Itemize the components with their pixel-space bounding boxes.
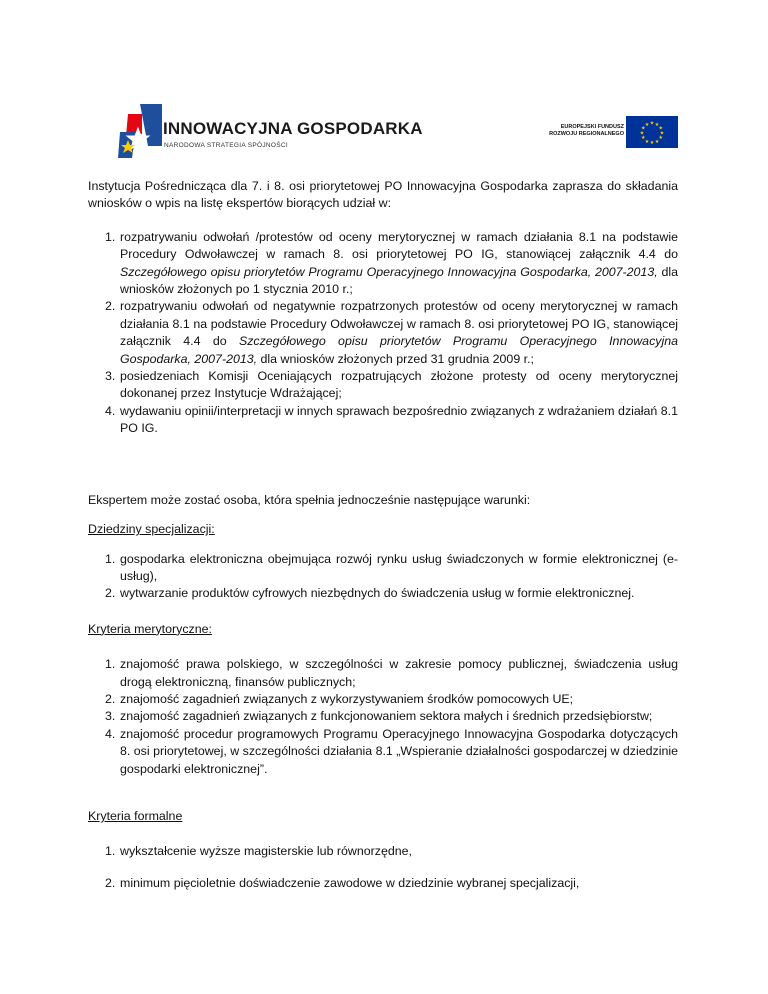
formal-criteria-list (88, 843, 678, 892)
document-body (88, 178, 678, 906)
list-item: 1. wykształcenie wyższe magisterskie lub równorzędne, (105, 844, 412, 859)
list-item: 1. znajomość prawa polskiego, w szczególności w zakresie pomocy publicznej, świadczenia usług drogą elektroniczną, finansów publicznych; (105, 657, 678, 689)
list-item: 3. znajomość zagadnień związanych z funkcjonowaniem sektora małych i średnich przedsiębiorstw; (105, 709, 653, 724)
formal-criteria-heading: Kryteria formalne (88, 808, 183, 823)
svg-text:★: ★ (658, 125, 663, 132)
specialization-list (88, 551, 678, 603)
list-item: 4. znajomość procedur programowych Programu Operacyjnego Innowacyjna Gospodarka dotyczących 8. osi priorytetowej, w szczególności działania 8.1 „Wspieranie działalności gospodarczej w dziedzinie gospodarki elektronicznej”. (105, 726, 678, 776)
intro-paragraph: Instytucja Pośrednicząca dla 7. i 8. osi priorytetowej PO Innowacyjna Gospodarka zaprasza do składania wniosków o wpis na listę ekspertów biorących udział w: (88, 179, 678, 211)
star-emblem-icon (118, 102, 164, 160)
svg-text:★: ★ (644, 121, 650, 128)
eu-fund-line2: ROZWOJU REGIONALNEGO (549, 131, 624, 137)
svg-text:★: ★ (654, 138, 660, 145)
svg-text:★: ★ (649, 120, 655, 127)
svg-text:★: ★ (641, 125, 646, 132)
eu-fund-line1: EUROPEJSKI FUNDUSZ (560, 124, 624, 130)
list-item: 2. minimum pięcioletnie doświadczenie zawodowe w dziedzinie wybranej specjalizacji, (105, 875, 580, 890)
svg-text:★: ★ (644, 138, 650, 145)
eu-flag-icon (626, 116, 678, 148)
logo-subtitle: NARODOWA STRATEGIA SPÓJNOŚCI (164, 142, 288, 149)
svg-text:★: ★ (654, 121, 660, 128)
substantive-criteria-list (88, 656, 678, 778)
svg-text:★: ★ (649, 140, 655, 147)
eu-fund-logo (514, 116, 678, 148)
svg-text:★: ★ (641, 135, 646, 142)
svg-text:★: ★ (658, 135, 663, 142)
substantive-criteria-heading: Kryteria merytoryczne: (88, 621, 212, 636)
participation-list (88, 229, 678, 438)
specialization-heading: Dziedziny specjalizacji: (88, 522, 215, 537)
logo-title: INNOWACYJNA GOSPODARKA (163, 119, 423, 138)
list-item: 3. posiedzeniach Komisji Oceniających rozpatrujących złożone protesty od oceny merytorycznej dokonanej przez Instytucje Wdrażającej; (105, 369, 678, 401)
expert-conditions: Ekspertem może zostać osoba, która spełnia jednocześnie następujące warunki: (88, 492, 531, 507)
svg-text:★: ★ (659, 130, 665, 137)
svg-text:★: ★ (639, 130, 645, 137)
innowacyjna-gospodarka-logo (118, 102, 423, 162)
eu-fund-text (514, 124, 624, 138)
list-item: 2. wytwarzanie produktów cyfrowych niezbędnych do świadczenia usług w formie elektronicznej. (105, 586, 635, 601)
list-item: 2. znajomość zagadnień związanych z wykorzystywaniem środków pomocowych UE; (105, 691, 574, 706)
list-item: 2. rozpatrywaniu odwołań od negatywnie rozpatrzonych protestów od oceny merytorycznej w ramach działania 8.1 na podstawie Procedury Odwoławczej w ramach 8. osi priorytetowej PO IG, stanowiącej załącznik 4.4 do Szczegółowego opisu priorytetów Programu Operacyjnego Innowacyjna Gospodarka, 2007-2013, dla wniosków złożonych przed 31 grudnia 2009 r.; (105, 299, 678, 366)
list-item: 4. wydawaniu opinii/interpretacji w innych sprawach bezpośrednio związanych z wdrażaniem działań 8.1 PO IG. (105, 403, 678, 436)
list-item: 1. rozpatrywaniu odwołań /protestów od oceny merytorycznej w ramach działania 8.1 na podstawie Procedury Odwoławczej w ramach 8. osi priorytetowej PO IG, stanowiącej załącznik 4.4 do Szczegółowego opisu priorytetów Programu Operacyjnego Innowacyjna Gospodarka, 2007-2013, dla wniosków złożonych po 1 stycznia 2010 r.; (105, 229, 678, 297)
list-item: 1. gospodarka elektroniczna obejmująca rozwój rynku usług świadczonych w formie elektronicznej (e-usług), (105, 551, 678, 583)
